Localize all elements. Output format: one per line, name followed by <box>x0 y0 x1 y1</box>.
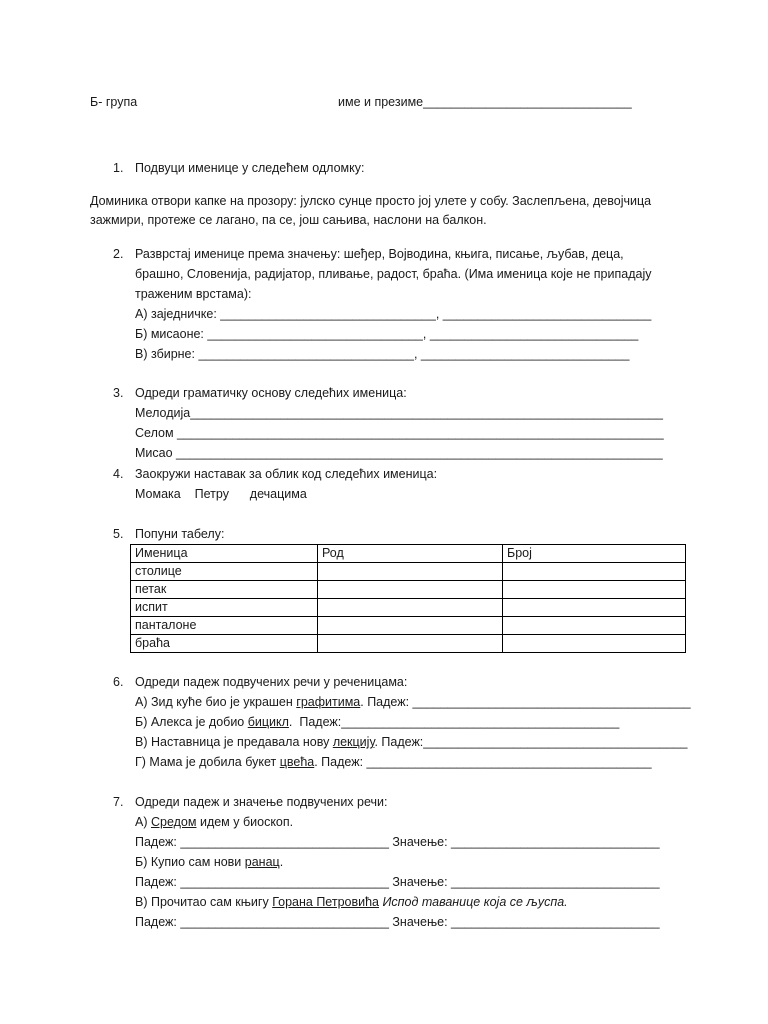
underlined-word: цвећа <box>279 755 315 769</box>
sentence-text: идем у биоскоп. <box>196 815 294 829</box>
task-7-instruction: Одреди падеж и значење подвучених речи: <box>135 795 388 809</box>
sentence-text: А) <box>135 815 151 829</box>
table-cell-gender[interactable] <box>318 617 503 635</box>
noun-table <box>130 544 686 653</box>
task-3-instruction: Одреди граматичку основу следећих именица: <box>135 386 407 400</box>
answer-blank[interactable]: . Падеж:________________________________________ <box>288 715 620 729</box>
task-2-line-1: Разврстај именице према значењу: шеђер, Војводина, књига, писање, љубав, деца, <box>135 247 624 261</box>
task-2-answer-c[interactable]: В) збирне: _______________________________, ______________________________ <box>135 347 630 361</box>
task-3-word-3[interactable]: Мисао ______________________________________________________________________ <box>135 446 663 460</box>
answer-blank[interactable]: . Падеж:______________________________________ <box>374 735 688 749</box>
task-7-answer-a[interactable]: Падеж: ______________________________ Значење: ______________________________ <box>135 835 660 849</box>
task-2-answer-a[interactable]: А) заједничке: _______________________________, ______________________________ <box>135 307 652 321</box>
table-cell-gender[interactable] <box>318 581 503 599</box>
task-5-number: 5. <box>113 527 124 541</box>
underlined-word: Средом <box>150 815 197 829</box>
task-6-sentence-a[interactable] <box>135 694 691 710</box>
task-1-number: 1. <box>113 161 124 175</box>
task-3-word-1[interactable]: Мелодија____________________________________________________________________ <box>135 406 663 420</box>
task-1-passage-line-1: Доминика отвори капке на прозору: јулско сунце просто јој улете у собу. Заслепљена, девојчица <box>90 194 652 208</box>
table-cell-number[interactable] <box>503 581 686 599</box>
task-6-sentence-c[interactable] <box>135 734 687 750</box>
underlined-word: Горана Петровића <box>272 895 379 909</box>
table-row <box>131 635 686 653</box>
sentence-text: Б) Купио сам нови <box>135 855 245 869</box>
table-cell-noun: петак <box>131 581 318 599</box>
task-1-instruction: Подвуци именице у следећем одломку: <box>135 161 365 175</box>
task-7-answer-c[interactable]: Падеж: ______________________________ Значење: ______________________________ <box>135 915 660 929</box>
table-row <box>131 617 686 635</box>
table-cell-number[interactable] <box>503 599 686 617</box>
sentence-text: Г) Мама је добила букет <box>135 755 280 769</box>
sentence-text: В) Прочитао сам књигу <box>135 895 273 909</box>
table-cell-gender[interactable] <box>318 563 503 581</box>
sentence-text: В) Наставница је предавала нову <box>135 735 333 749</box>
group-label: Б- група <box>90 95 138 109</box>
underlined-word: ранац <box>244 855 280 869</box>
book-title: Испод таванице која се љуспа. <box>379 895 568 909</box>
table-row <box>131 599 686 617</box>
table-cell-noun: столице <box>131 563 318 581</box>
task-2-answer-b[interactable]: Б) мисаоне: _______________________________, ______________________________ <box>135 327 639 341</box>
table-header-row <box>131 545 686 563</box>
task-6-sentence-d[interactable] <box>135 754 652 770</box>
task-6-instruction: Одреди падеж подвучених речи у реченицама: <box>135 675 408 689</box>
task-7-sentence-a <box>135 814 293 830</box>
table-cell-gender[interactable] <box>318 599 503 617</box>
table-cell-noun: панталоне <box>131 617 318 635</box>
answer-blank[interactable]: . Падеж: ________________________________________ <box>360 695 691 709</box>
table-cell-number[interactable] <box>503 635 686 653</box>
task-4-words: Момака Петру дечацима <box>135 487 307 501</box>
task-2-number: 2. <box>113 247 124 261</box>
task-4-number: 4. <box>113 467 124 481</box>
task-6-sentence-b[interactable] <box>135 714 619 730</box>
task-3-number: 3. <box>113 386 124 400</box>
underlined-word: графитима <box>296 695 361 709</box>
task-7-sentence-b <box>135 854 283 870</box>
table-header-cell: Број <box>503 545 686 563</box>
table-row <box>131 581 686 599</box>
table-cell-gender[interactable] <box>318 635 503 653</box>
task-2-line-2: брашно, Словенија, радијатор, пливање, радост, браћа. (Има именица које не припадају <box>135 267 652 281</box>
table-header-cell: Именица <box>131 545 318 563</box>
table-cell-number[interactable] <box>503 617 686 635</box>
task-4-instruction: Заокружи наставак за облик код следећих именица: <box>135 467 438 481</box>
task-1-passage-line-2: зажмири, протеже се лагано, па се, још сањива, наслони на балкон. <box>90 213 487 227</box>
sentence-text: А) Зид куће био је украшен <box>135 695 297 709</box>
answer-blank[interactable]: . Падеж: _________________________________________ <box>314 755 652 769</box>
table-row <box>131 563 686 581</box>
sentence-text: . <box>279 855 284 869</box>
task-3-word-2[interactable]: Селом ______________________________________________________________________ <box>135 426 664 440</box>
table-cell-number[interactable] <box>503 563 686 581</box>
task-2-line-3: траженим врстама): <box>135 287 252 301</box>
task-5-instruction: Попуни табелу: <box>135 527 225 541</box>
table-header-cell: Род <box>318 545 503 563</box>
name-field[interactable]: име и презиме______________________________ <box>338 95 632 109</box>
task-7-number: 7. <box>113 795 124 809</box>
task-6-number: 6. <box>113 675 124 689</box>
table-cell-noun: браћа <box>131 635 318 653</box>
underlined-word: лекцију <box>332 735 375 749</box>
task-7-sentence-c <box>135 894 568 910</box>
sentence-text: Б) Алекса је добио <box>135 715 248 729</box>
table-cell-noun: испит <box>131 599 318 617</box>
underlined-word: бицикл <box>247 715 289 729</box>
task-7-answer-b[interactable]: Падеж: ______________________________ Значење: ______________________________ <box>135 875 660 889</box>
